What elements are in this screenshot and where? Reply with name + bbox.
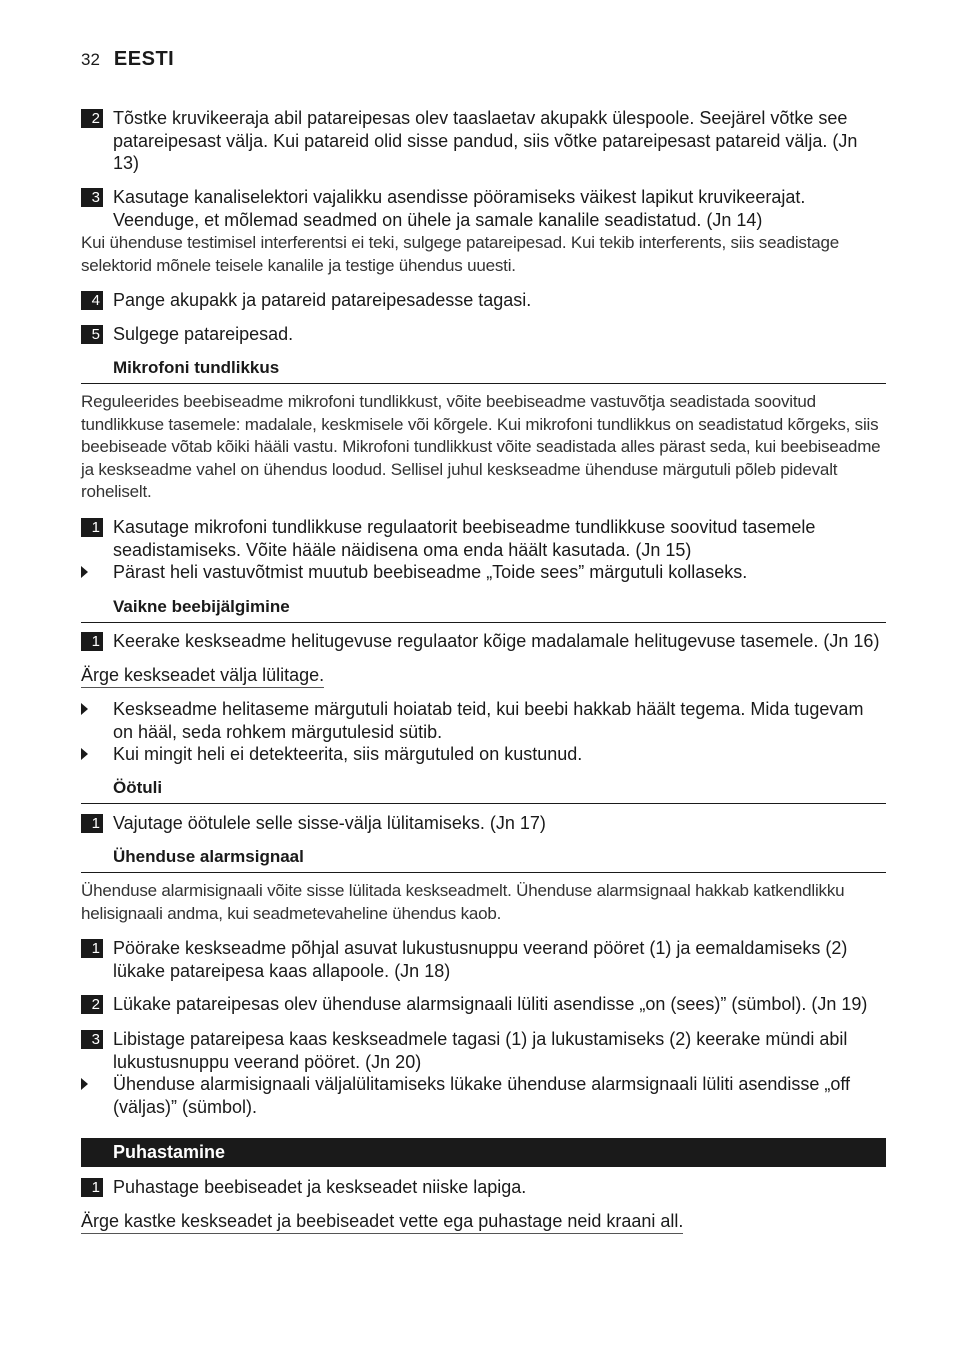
alarm-step-3 [81, 1028, 886, 1073]
subheading-text: Ühenduse alarmsignaal [113, 847, 304, 866]
subheading-silent-monitoring [81, 597, 886, 623]
step-number: 3 [81, 1030, 103, 1049]
step-text: Pange akupakk ja patareid patareipesadesse tagasi. [113, 290, 532, 310]
triangle-bullet-icon [81, 743, 103, 766]
alarm-step-2 [81, 993, 886, 1016]
page-number: 32 [81, 50, 100, 69]
cleaning-step-1 [81, 1176, 886, 1199]
step-number: 2 [81, 995, 103, 1014]
language-heading: EESTI [113, 48, 175, 70]
step-number: 1 [81, 814, 103, 833]
step-text: Vajutage öötulele selle sisse-välja lülitamiseks. (Jn 17) [113, 813, 546, 833]
step-2 [81, 107, 886, 175]
silent-step-1 [81, 630, 886, 653]
step-number: 3 [81, 188, 103, 207]
triangle-bullet-icon [81, 1073, 103, 1118]
mic-step-1 [81, 516, 886, 561]
step-text: Sulgege patareipesad. [113, 324, 294, 344]
step-text: Kasutage mikrofoni tundlikkuse regulaatorit beebiseadme tundlikkuse soovitud tasemele seadistamiseks. Võite hääle näidisena oma enda häält kasutada. (Jn 15) [113, 517, 816, 560]
triangle-bullet-icon [81, 561, 103, 584]
section-heading-cleaning [81, 1138, 886, 1167]
triangle-bullet-icon [81, 698, 103, 743]
subheading-link-alarm [81, 847, 886, 873]
step-5 [81, 323, 886, 346]
step-number: 1 [81, 939, 103, 958]
step-text: Libistage patareipesa kaas keskseadmele tagasi (1) ja lukustamiseks (2) keerake mündi abil lukustusnuppu veerand pööret. (Jn 20) [113, 1029, 848, 1072]
interference-note: Kui ühenduse testimisel interferentsi ei teki, sulgege patareipesad. Kui tekib interferents, siis seadistage selektorid mõnele teisele kanalile ja testige ühendus uuesti. [81, 233, 840, 275]
subheading-night-light [81, 778, 886, 804]
page-header [81, 48, 174, 71]
mic-result-bullet [81, 561, 886, 584]
warning-text: Ärge keskseadet välja lülitage. [81, 664, 324, 688]
step-number: 4 [81, 291, 103, 310]
step-number: 5 [81, 325, 103, 344]
step-text: Puhastage beebiseadet ja keskseadet niiske lapiga. [113, 1177, 527, 1197]
bullet-text: Ühenduse alarmisignaali väljalülitamiseks lükake ühenduse alarmsignaali lüliti asendisse „off (väljas)” (sümbol). [113, 1074, 851, 1117]
step-text: Pöörake keskseadme põhjal asuvat lukustusnuppu veerand pööret (1) ja eemaldamiseks (2) lükake patareipesa kaas allapoole. (Jn 18) [113, 938, 848, 981]
bullet-text: Kui mingit heli ei detekteerita, siis märgutuled on kustunud. [113, 744, 583, 764]
step-number: 1 [81, 632, 103, 651]
subheading-text: Mikrofoni tundlikkus [113, 358, 280, 377]
alarm-intro: Ühenduse alarmisignaali võite sisse lülitada keskseadmelt. Ühenduse alarmsignaal hakkab katkendlikku helisignaali andma, kui seadmetevaheline ühendus kaob. [81, 881, 845, 923]
silent-warning [81, 664, 886, 688]
nightlight-step-1 [81, 812, 886, 835]
alarm-step-1 [81, 937, 886, 982]
step-text: Lükake patareipesas olev ühenduse alarmsignaali lüliti asendisse „on (sees)” (sümbol). (Jn 19) [113, 994, 868, 1014]
silent-bullet-1 [81, 698, 886, 743]
bullet-text: Pärast heli vastuvõtmist muutub beebiseadme „Toide sees” märgutuli kollaseks. [113, 562, 748, 582]
step-text: Keerake keskseadme helitugevuse regulaator kõige madalamale helitugevuse tasemele. (Jn 16) [113, 631, 880, 651]
section-heading-text: Puhastamine [113, 1142, 226, 1162]
subheading-text: Vaikne beebijälgimine [113, 597, 290, 616]
step-3 [81, 186, 886, 231]
step-text: Tõstke kruvikeeraja abil patareipesas olev taaslaetav akupakk ülespoole. Seejärel võtke see patareipesast välja. Kui patareid olid sisse pandud, siis võtke patareipesast patareid välja. (Jn 13) [113, 108, 858, 173]
step-number: 2 [81, 109, 103, 128]
step-number: 1 [81, 518, 103, 537]
step-number: 1 [81, 1178, 103, 1197]
subheading-text: Öötuli [113, 778, 163, 797]
alarm-off-bullet [81, 1073, 886, 1118]
warning-text: Ärge kastke keskseadet ja beebiseadet vette ega puhastage neid kraani all. [81, 1210, 683, 1234]
mic-intro: Reguleerides beebiseadme mikrofoni tundlikkust, võite beebiseadme vastuvõtja seadistada soovitud tundlikkuse tasemele: madalale, keskmisele või kõrgele. Kui mikrofoni tundlikkus on seadistatud kõrgeks, siis beebiseade võtab kõiki hääli vastu. Mikrofoni tundlikkust võite seadistada alles pärast seda, kui beebiseadme ja keskseadme vahel on ühendus loodud. Sellisel juhul keskseadme ühenduse märgutuli põleb pidevalt roheliselt. [81, 392, 881, 501]
cleaning-warning [81, 1210, 886, 1234]
subheading-mic-sensitivity [81, 358, 886, 384]
step-text: Kasutage kanaliselektori vajalikku asendisse pööramiseks väikest lapikut kruvikeerajat. Veenduge, et mõlemad seadmed on ühele ja samale kanalile seadistatud. (Jn 14) [113, 187, 806, 230]
bullet-text: Keskseadme helitaseme märgutuli hoiatab teid, kui beebi hakkab häält tegema. Mida tugevam on hääl, seda rohkem märgutulesid sütib. [113, 699, 864, 742]
silent-bullet-2 [81, 743, 886, 766]
step-4 [81, 289, 886, 312]
